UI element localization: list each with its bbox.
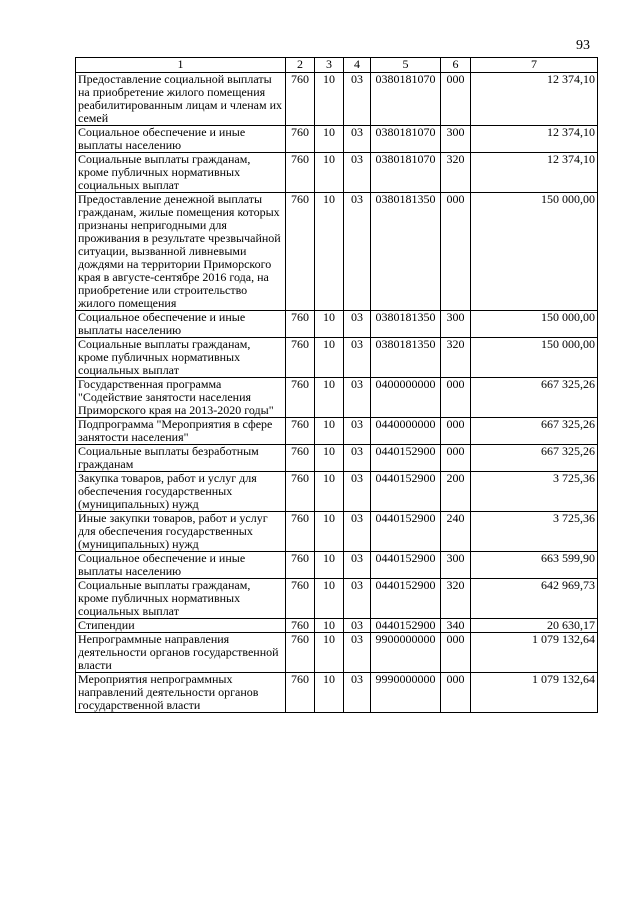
row-code-section: 10 (315, 673, 344, 713)
row-code-admin: 760 (286, 673, 315, 713)
row-code-subsection: 03 (344, 73, 371, 126)
row-name: Стипендии (76, 619, 286, 633)
header-cell: 2 (286, 58, 315, 73)
row-code-section: 10 (315, 311, 344, 338)
row-code-subsection: 03 (344, 445, 371, 472)
budget-table (75, 57, 598, 713)
row-code-subsection: 03 (344, 633, 371, 673)
table-row (76, 418, 598, 445)
row-amount: 1 079 132,64 (471, 673, 598, 713)
row-amount: 663 599,90 (471, 552, 598, 579)
row-code-expense-type: 000 (441, 673, 471, 713)
table-row (76, 378, 598, 418)
row-code-section: 10 (315, 73, 344, 126)
row-code-target: 0440000000 (371, 418, 441, 445)
row-code-expense-type: 240 (441, 512, 471, 552)
row-code-target: 0400000000 (371, 378, 441, 418)
header-cell: 5 (371, 58, 441, 73)
row-name: Подпрограмма "Мероприятия в сфере занятости населения" (76, 418, 286, 445)
row-name: Социальные выплаты безработным гражданам (76, 445, 286, 472)
row-code-target: 0440152900 (371, 579, 441, 619)
table-row (76, 338, 598, 378)
row-code-expense-type: 300 (441, 126, 471, 153)
row-amount: 667 325,26 (471, 445, 598, 472)
row-code-target: 9900000000 (371, 633, 441, 673)
row-code-admin: 760 (286, 193, 315, 311)
row-code-expense-type: 000 (441, 73, 471, 126)
row-amount: 667 325,26 (471, 378, 598, 418)
row-code-expense-type: 000 (441, 378, 471, 418)
row-code-admin: 760 (286, 126, 315, 153)
row-code-section: 10 (315, 619, 344, 633)
row-amount: 667 325,26 (471, 418, 598, 445)
row-code-expense-type: 320 (441, 579, 471, 619)
row-code-expense-type: 320 (441, 338, 471, 378)
row-amount: 150 000,00 (471, 311, 598, 338)
row-code-subsection: 03 (344, 418, 371, 445)
row-code-target: 0440152900 (371, 619, 441, 633)
row-code-expense-type: 340 (441, 619, 471, 633)
row-code-subsection: 03 (344, 552, 371, 579)
row-code-target: 9990000000 (371, 673, 441, 713)
row-code-expense-type: 000 (441, 418, 471, 445)
row-code-section: 10 (315, 512, 344, 552)
row-name: Социальные выплаты гражданам, кроме публичных нормативных социальных выплат (76, 153, 286, 193)
page-number: 93 (576, 38, 590, 53)
row-code-subsection: 03 (344, 338, 371, 378)
row-name: Социальные выплаты гражданам, кроме публичных нормативных социальных выплат (76, 579, 286, 619)
row-amount: 3 725,36 (471, 512, 598, 552)
row-code-admin: 760 (286, 472, 315, 512)
row-code-expense-type: 000 (441, 193, 471, 311)
row-code-target: 0440152900 (371, 512, 441, 552)
row-code-admin: 760 (286, 153, 315, 193)
table-row (76, 153, 598, 193)
table-row (76, 126, 598, 153)
row-name: Предоставление социальной выплаты на приобретение жилого помещения реабилитированным лицам и членам их семей (76, 73, 286, 126)
row-name: Иные закупки товаров, работ и услуг для обеспечения государственных (муниципальных) нужд (76, 512, 286, 552)
row-code-section: 10 (315, 633, 344, 673)
table-row (76, 73, 598, 126)
row-code-section: 10 (315, 126, 344, 153)
row-name: Социальное обеспечение и иные выплаты населению (76, 126, 286, 153)
row-code-section: 10 (315, 193, 344, 311)
row-code-expense-type: 000 (441, 633, 471, 673)
row-name: Социальное обеспечение и иные выплаты населению (76, 552, 286, 579)
table-row (76, 512, 598, 552)
row-code-subsection: 03 (344, 472, 371, 512)
row-code-target: 0440152900 (371, 445, 441, 472)
row-code-subsection: 03 (344, 619, 371, 633)
header-cell: 6 (441, 58, 471, 73)
row-code-admin: 760 (286, 418, 315, 445)
row-name: Социальные выплаты гражданам, кроме публичных нормативных социальных выплат (76, 338, 286, 378)
row-code-admin: 760 (286, 633, 315, 673)
row-name: Государственная программа "Содействие занятости населения Приморского края на 2013-2020 годы" (76, 378, 286, 418)
row-code-admin: 760 (286, 311, 315, 338)
table-row (76, 633, 598, 673)
row-code-section: 10 (315, 153, 344, 193)
row-amount: 150 000,00 (471, 338, 598, 378)
table-row (76, 552, 598, 579)
row-code-expense-type: 000 (441, 445, 471, 472)
row-code-section: 10 (315, 579, 344, 619)
row-code-subsection: 03 (344, 193, 371, 311)
row-code-section: 10 (315, 338, 344, 378)
row-amount: 20 630,17 (471, 619, 598, 633)
row-code-admin: 760 (286, 445, 315, 472)
table-row (76, 311, 598, 338)
table-row (76, 472, 598, 512)
header-cell: 1 (76, 58, 286, 73)
row-code-admin: 760 (286, 338, 315, 378)
row-code-target: 0380181350 (371, 338, 441, 378)
row-code-section: 10 (315, 552, 344, 579)
row-code-section: 10 (315, 378, 344, 418)
row-name: Предоставление денежной выплаты гражданам, жилые помещения которых признаны непригодными для проживания в результате чрезвычайной ситуации, вызванной ливневыми дождями на территории Приморского края в августе-сентябре 2016 года, на приобретение или строительство жилого помещения (76, 193, 286, 311)
table-row (76, 673, 598, 713)
row-code-subsection: 03 (344, 153, 371, 193)
table-row (76, 579, 598, 619)
row-name: Мероприятия непрограммных направлений деятельности органов государственной власти (76, 673, 286, 713)
row-code-admin: 760 (286, 552, 315, 579)
row-name: Закупка товаров, работ и услуг для обеспечения государственных (муниципальных) нужд (76, 472, 286, 512)
row-code-section: 10 (315, 472, 344, 512)
row-code-expense-type: 300 (441, 552, 471, 579)
row-code-target: 0380181070 (371, 73, 441, 126)
row-code-admin: 760 (286, 378, 315, 418)
row-code-expense-type: 320 (441, 153, 471, 193)
row-code-target: 0380181070 (371, 126, 441, 153)
row-code-section: 10 (315, 445, 344, 472)
table-row (76, 193, 598, 311)
row-code-target: 0380181070 (371, 153, 441, 193)
row-code-subsection: 03 (344, 126, 371, 153)
row-code-subsection: 03 (344, 512, 371, 552)
row-code-target: 0380181350 (371, 311, 441, 338)
table-row (76, 445, 598, 472)
row-code-subsection: 03 (344, 673, 371, 713)
row-amount: 12 374,10 (471, 73, 598, 126)
header-cell: 4 (344, 58, 371, 73)
row-code-subsection: 03 (344, 579, 371, 619)
row-code-subsection: 03 (344, 378, 371, 418)
row-amount: 150 000,00 (471, 193, 598, 311)
row-code-target: 0440152900 (371, 472, 441, 512)
row-amount: 12 374,10 (471, 153, 598, 193)
row-code-subsection: 03 (344, 311, 371, 338)
row-code-section: 10 (315, 418, 344, 445)
row-name: Социальное обеспечение и иные выплаты населению (76, 311, 286, 338)
row-amount: 1 079 132,64 (471, 633, 598, 673)
row-code-admin: 760 (286, 579, 315, 619)
row-code-target: 0380181350 (371, 193, 441, 311)
header-cell: 7 (471, 58, 598, 73)
row-code-admin: 760 (286, 619, 315, 633)
row-name: Непрограммные направления деятельности органов государственной власти (76, 633, 286, 673)
header-cell: 3 (315, 58, 344, 73)
row-code-admin: 760 (286, 73, 315, 126)
row-code-expense-type: 200 (441, 472, 471, 512)
row-amount: 642 969,73 (471, 579, 598, 619)
row-code-target: 0440152900 (371, 552, 441, 579)
row-amount: 12 374,10 (471, 126, 598, 153)
row-code-admin: 760 (286, 512, 315, 552)
row-code-expense-type: 300 (441, 311, 471, 338)
row-amount: 3 725,36 (471, 472, 598, 512)
table-row (76, 619, 598, 633)
header-row (76, 58, 598, 73)
